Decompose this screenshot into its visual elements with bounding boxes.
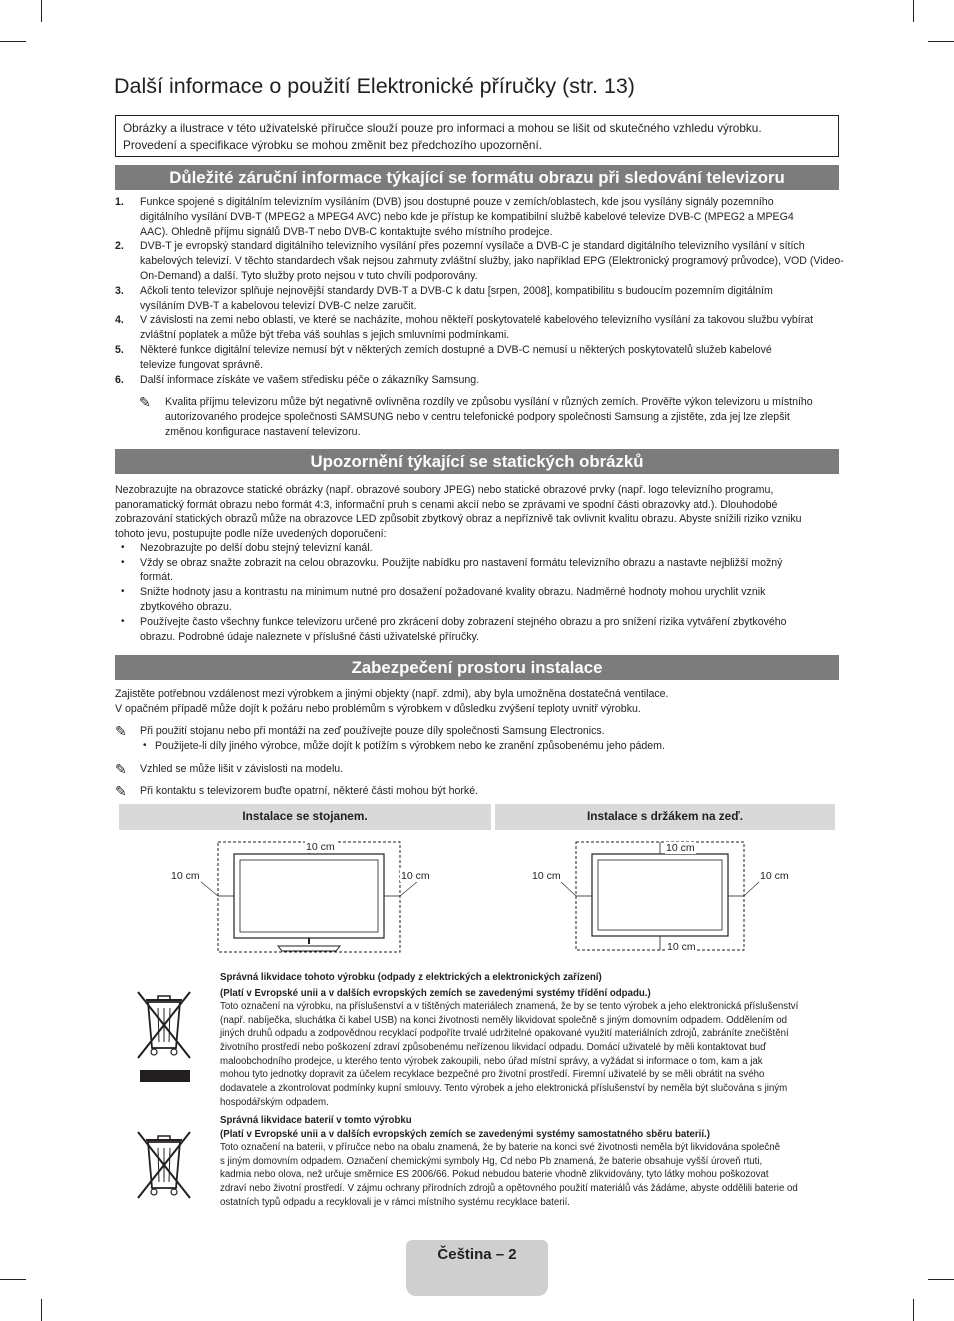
list-item-line: vysíláním DVB-T a kabelovou televizí DVB-C nelze zaručit. <box>140 300 417 312</box>
list-item-line: V závislosti na zemi nebo oblasti, ve které se nacházíte, mohou někteří poskytovatelé kabelového televizního vysílání za takovou službu vybírat <box>140 314 814 326</box>
list-item-line: digitálního vysílání DVB-T (MPEG2 a MPEG4 AVC) nebo kde je přístup ke kompatibilní službě kabelové televize DVB-C (MPEG2 a MPEG4 <box>140 211 794 223</box>
weee-title: Správná likvidace tohoto výrobku (odpady z elektrických a elektronických zařízení) <box>220 972 602 983</box>
weee-body-line: jiných druhů odpadu a zodpovědnou recyklací podpoříte trvalé udržitelné opakované využití materiálních zdrojů, zabráníte znečištění <box>220 1028 789 1039</box>
list-item-line: On-Demand) a další. Tyto služby proto nejsou v tuto chvíli podporovány. <box>140 270 478 282</box>
bullet-line: Vždy se obraz snažte zobrazit na celou obrazovku. Použijte nabídku pro nastavení formátu televizního obrazu a nastavte nejbližší možný <box>140 557 783 569</box>
battery-title: Správná likvidace baterií v tomto výrobku <box>220 1115 412 1126</box>
dimension-label: 10 cm <box>667 941 696 953</box>
page-number-label: Čeština – 2 <box>437 1246 517 1263</box>
weee-body-line: hospodářským odpadem. <box>220 1097 329 1108</box>
bullet: • <box>121 616 125 627</box>
weee-body-line: maloobchodního prodejce, u kterého tento výrobek zakoupili, nebo úřad místní správy, a vyžádat si informace o tom, kam a jak <box>220 1056 763 1067</box>
bullet-line: obrazu. Podrobné údaje naleznete v příslušné části uživatelské příručky. <box>140 631 479 643</box>
bullet: • <box>143 740 147 751</box>
bullet: • <box>121 542 125 553</box>
battery-body-line: ostatních typů odpadu a recyklovali je v rámci místního systému recyklace baterií. <box>220 1197 570 1208</box>
list-number: 5. <box>115 344 124 356</box>
stand-install-header: Instalace se stojanem. <box>119 804 491 830</box>
paragraph-line: panoramatický formát obrazu nebo formát 4:3, informační pruh s cenami akcií nebo se zprávami ve spodní části obrazovky atd.). Dlouhodobé <box>115 499 778 511</box>
note-line: Kvalita příjmu televizoru může být negativně ovlivněna rozdíly ve způsobu vysílání v různých zemích. Prověřte výkon televizoru u místního <box>165 396 813 408</box>
pencil-note-icon: ✎ <box>139 394 151 410</box>
disclaimer-line: Provedení a specifikace výrobku se mohou změnit bez předchozího upozornění. <box>123 138 543 152</box>
note-line: autorizovaného prodejce společnosti SAMSUNG nebo v centru telefonické podpory společnosti Samsung a zjistěte, zda jej lze zlepšit <box>165 411 790 423</box>
dimension-label: 10 cm <box>532 870 561 882</box>
battery-body-line: zdraví nebo životní prostředí. V zájmu ochrany přírodních zdrojů a opětovného použití materiálů vás žádáme, abyste oddělili baterie od <box>220 1183 798 1194</box>
weee-body-line: (např. nabíječka, sluchátka či kabel USB) na konci životnosti neměly likvidovat společně s jiným domovním odpadem. Oddělením od <box>220 1015 787 1026</box>
pencil-note-icon: ✎ <box>115 723 127 739</box>
crop-mark <box>913 1299 914 1321</box>
crop-mark <box>41 1299 42 1321</box>
dimension-label: 10 cm <box>401 870 430 882</box>
list-item-line: televize fungovat správně. <box>140 359 264 371</box>
crop-mark <box>928 41 954 42</box>
weee-body-line: dodavatele a zkontrolovat podmínky kupní smlouvy. Tento výrobek a jeho elektronická příslušenství by neměla být slučována s jiným <box>220 1083 788 1094</box>
dimension-label: 10 cm <box>306 841 335 853</box>
dimension-label: 10 cm <box>171 870 200 882</box>
weee-body-line: mohou tyto jednotky dopravit za účelem recyklace bezpečné pro životní prostředí. Firemní uživatelé by se měli obrátit na svého <box>220 1069 765 1080</box>
list-item-line: DVB-T je evropský standard digitálního televizního vysílání přes pozemní vysílače a DVB-C je standard digitálního televizního vysílání v sítích <box>140 240 805 252</box>
crop-mark <box>0 1279 26 1280</box>
battery-body-line: Toto označení na baterii, v příručce nebo na obalu znamená, že by baterie na konci své životnosti neměla být likvidována společně <box>220 1142 781 1153</box>
section-heading-install: Zabezpečení prostoru instalace <box>115 655 839 680</box>
bullet-line: Používejte často všechny funkce televizoru určené pro zkrácení doby zobrazení stejného obrazu a pro snížení rizika vytváření zbytkového <box>140 616 787 628</box>
pencil-note-icon: ✎ <box>115 761 127 777</box>
crop-mark <box>913 0 914 22</box>
list-item-line: Některé funkce digitální televize nemusí být v některých zemích dostupné a DVB-C nemusí u některých poskytovatelů služeb kabelové <box>140 344 772 356</box>
weee-body-line: životního prostředí nebo poškození zdraví způsobenému neřízenou likvidací odpadu. Domácí uživatelé by měli kontaktovat buď <box>220 1042 767 1053</box>
crossed-bin-icon <box>134 990 194 1082</box>
bullet-line: Použijete-li díly jiného výrobce, může dojít k potížím s výrobkem nebo ke zranění způsobenému jeho pádem. <box>155 740 665 752</box>
list-item-line: AAC). Ohledně příjmu signálů DVB-T nebo DVB-C kontaktujte svého místního prodejce. <box>140 226 553 238</box>
list-item-line: zvláštní poplatek a může být třeba váš souhlas s jejich smluvními podmínkami. <box>140 329 510 341</box>
dimension-label: 10 cm <box>666 842 695 854</box>
list-number: 2. <box>115 240 124 252</box>
weee-subtitle: (Platí v Evropské unii a v dalších evropských zemích se zavedenými systémy třídění odpadu.) <box>220 988 651 999</box>
section-heading-warranty: Důležité záruční informace týkající se formátu obrazu při sledování televizoru <box>115 165 839 190</box>
wall-install-header: Instalace s držákem na zeď. <box>495 804 835 830</box>
list-item-line: Další informace získáte ve vašem středisku péče o zákazníky Samsung. <box>140 374 480 386</box>
wall-install-diagram <box>520 836 820 956</box>
crop-mark <box>41 0 42 22</box>
battery-body-line: s jiným domovním odpadem. Označení chemickými symboly Hg, Cd nebo Pb znamená, že baterie obsahuje vyšší úroveň rtuti, <box>220 1156 763 1167</box>
list-number: 3. <box>115 285 124 297</box>
battery-subtitle: (Platí v Evropské unii a v dalších evropských zemích se zavedenými systémy samostatného sběru baterií.) <box>220 1129 710 1140</box>
disclaimer-box <box>115 115 839 157</box>
list-number: 1. <box>115 196 124 208</box>
paragraph-line: Zajistěte potřebnou vzdálenost mezi výrobkem a jinými objekty (např. zdmi), aby byla umožněna dostatečná ventilace. <box>115 688 669 700</box>
list-number: 6. <box>115 374 124 386</box>
bullet: • <box>121 586 125 597</box>
list-item-line: Ačkoli tento televizor splňuje nejnovější standardy DVB-T a DVB-C k datu [srpen, 2008], kompatibilitu s budoucím pozemním digitálním <box>140 285 773 297</box>
page-number-badge <box>406 1240 548 1296</box>
bullet-line: Nezobrazujte po delší dobu stejný televizní kanál. <box>140 542 373 554</box>
note-line: změnou konfigurace nastavení televizoru. <box>165 426 361 438</box>
list-item-line: Funkce spojené s digitálním televizním vysíláním (DVB) jsou dostupné pouze v zemích/oblastech, kde jsou vysílány signály pozemního <box>140 196 774 208</box>
disclaimer-line: Obrázky a ilustrace v této uživatelské příručce slouží pouze pro informaci a mohou se lišit od skutečného vzhledu výrobku. <box>123 121 762 135</box>
pencil-note-icon: ✎ <box>115 783 127 799</box>
paragraph-line: tohoto jevu, postupujte podle níže uvedených doporučení: <box>115 528 387 540</box>
crop-mark <box>0 41 26 42</box>
battery-body-line: kadmia nebo olova, než určuje směrnice ES 2006/66. Pokud nebudou baterie vhodně zlikvidovány, tyto látky mohou poškozovat <box>220 1169 769 1180</box>
bullet-line: formát. <box>140 571 173 583</box>
paragraph-line: V opačném případě může dojít k požáru nebo problémům s výrobkem v důsledku zvýšení teploty uvnitř výrobku. <box>115 703 641 715</box>
crossed-bin-icon <box>134 1130 194 1200</box>
weee-body-line: Toto označení na výrobku, na příslušenství a v tištěných materiálech znamená, že by se tento výrobek a jeho elektronická příslušenství <box>220 1001 799 1012</box>
paragraph-line: zobrazování statických obrazů může na obrazovce LED způsobit zbytkový obraz a nepříznivě tak ovlivnit kvalitu obrazu. Abyste snížili riziko vzniku <box>115 513 802 525</box>
bullet-line: zbytkového obrazu. <box>140 601 232 613</box>
section-heading-still-image: Upozornění týkající se statických obrázků <box>115 449 839 474</box>
crop-mark <box>928 1279 954 1280</box>
stand-install-diagram <box>160 836 460 956</box>
dimension-label: 10 cm <box>760 870 789 882</box>
note-line: Vzhled se může lišit v závislosti na modelu. <box>140 763 344 775</box>
page-title: Další informace o použití Elektronické příručky (str. 13) <box>114 74 635 98</box>
paragraph-line: Nezobrazujte na obrazovce statické obrázky (např. obrazové soubory JPEG) nebo statické obrazové prvky (např. logo televizního programu, <box>115 484 774 496</box>
bullet-line: Snižte hodnoty jasu a kontrastu na minimum nutné pro dosažení požadované kvality obrazu. Nadměrné hodnoty mohou urychlit vznik <box>140 586 766 598</box>
bullet: • <box>121 557 125 568</box>
list-item-line: kabelových televizí. V těchto standardech však nejsou zahrnuty zvláštní služby, jako například EPG (Elektronický programový průvodce), VOD (Video- <box>140 255 844 267</box>
note-line: Při kontaktu s televizorem buďte opatrní, některé části mohou být horké. <box>140 785 479 797</box>
list-number: 4. <box>115 314 124 326</box>
note-line: Při použití stojanu nebo při montáži na zeď používejte pouze díly společnosti Samsung Electronics. <box>140 725 605 737</box>
